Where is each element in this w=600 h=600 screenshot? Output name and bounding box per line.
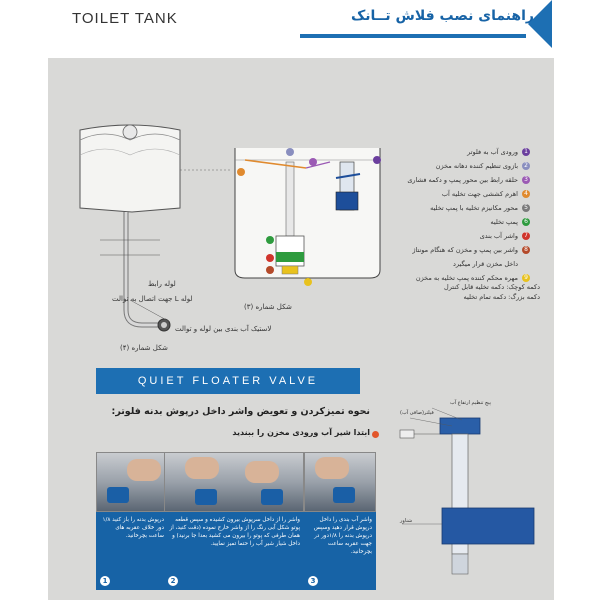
tank-diagram [60,100,390,360]
small-button-note: دکمه کوچک: دکمه تخلیه قابل کنترل [443,283,540,291]
legend-text: داخل مخزن قرار میگیرد [453,260,518,268]
valve-part-image [333,487,355,503]
legend-number-badge: 1 [522,148,530,156]
legend-item [380,215,530,229]
step-text: واشر را از داخل سرپوش بیرون کشیده و سپس قطعه پوتو شکل آبی رنگ را از واشر خارج نموده (دقت کنید، از همان طرفی که پوتو را بیرون می کشید بعدا جا برنید) و داخل شیار شیر آب را حتما تمیز نمایید. [169,517,300,547]
hand-image [315,457,349,479]
rubber-seal-label: لاستیک آب بندی بین لوله و توالت [175,325,272,333]
step-card-3 [304,512,376,590]
legend-item [380,229,530,243]
cleaning-steps-title: نحوه تمیزکردن و تعویض واشر داخل درپوش بدنه فلوتر: [111,406,370,417]
legend-number-badge: 8 [522,246,530,254]
header-rule [300,34,526,38]
hand-image [245,461,279,483]
legend-text: ورودی آب به فلوتر [467,148,518,156]
step-number-badge: 2 [168,576,178,586]
legend-spacer [522,260,530,268]
step-photo-3 [304,452,376,512]
close-valve-note: ابتدا شیر آب ورودی مخزن را ببندید [232,428,370,437]
step-text: درپوش بدنه را باز کنید ۱/۸ دور خلاف عقربه های ساعت بچرخانید. [102,517,164,539]
l-pipe-label: لوله L جهت اتصال به توالت [112,295,193,303]
quiet-floater-banner: QUIET FLOATER VALVE [96,368,360,394]
fill-valve-figure [392,398,542,588]
page-title: راهنمای نصب فلاش تــانک [350,8,534,24]
legend-number-badge: 7 [522,232,530,240]
legend-text: واشر آب بندی [479,232,518,240]
valve-part-image [107,487,129,503]
legend-text: اهرم کششی جهت تخلیه آب [441,190,518,198]
legend-item [380,243,530,257]
legend-text: محور مکانیزم تخلیه با پمپ تخلیه [430,204,518,212]
legend-item [380,159,530,173]
legend-item [380,257,530,271]
legend-item [380,173,530,187]
legend-number-badge: 9 [522,274,530,282]
hand-image [127,459,161,481]
legend-text: واشر بین پمپ و مخزن که هنگام مونتاژ [412,246,518,254]
legend-number-badge: 2 [522,162,530,170]
step-text: واشر آب بندی را داخل درپوش قرار دهید وسپس درپوش بدنه را ۱/۸دور در جهت عقربه ساعت بچرخانید. [313,517,372,555]
parts-legend [380,145,530,285]
brand-label: TOILET TANK [72,10,178,27]
step-photo-1 [96,452,168,512]
filter-label: فیلتر(صافی آب) [400,410,434,416]
legend-text: پمپ تخلیه [490,218,518,226]
button-notes [430,282,540,302]
figure-4-caption: شکل شماره (۴) [120,344,168,352]
hand-image [185,457,219,479]
step-number-badge: 1 [100,576,110,586]
large-button-note: دکمه بزرگ: دکمه تمام تخلیه [463,293,540,301]
legend-text: حلقه رابط بین محور پمپ و دکمه فشاری [407,176,518,184]
height-screw-label: پیچ تنظیم ارتفاع آب [450,400,492,406]
legend-number-badge: 6 [522,218,530,226]
bullet-icon [372,431,379,438]
header-arrow-icon [528,0,552,48]
legend-item [380,145,530,159]
tank-outline-right [235,148,380,278]
legend-number-badge: 3 [522,176,530,184]
float-label: شناور [400,518,413,524]
step-number-badge: 3 [308,576,318,586]
legend-item [380,201,530,215]
legend-text: مهره محکم کننده پمپ تخلیه به مخزن [415,274,518,282]
legend-number-badge: 4 [522,190,530,198]
step-card-2 [164,512,304,590]
valve-part-image [261,489,283,505]
legend-item [380,187,530,201]
step-photo-2 [164,452,304,512]
legend-number-badge: 5 [522,204,530,212]
connector-pipe-label: لوله رابط [148,280,176,288]
valve-part-image [195,489,217,505]
legend-text: بازوی تنظیم کننده دهانه مخزن [435,162,518,170]
figure-3-caption: شکل شماره (۳) [244,303,292,311]
step-card-1 [96,512,168,590]
